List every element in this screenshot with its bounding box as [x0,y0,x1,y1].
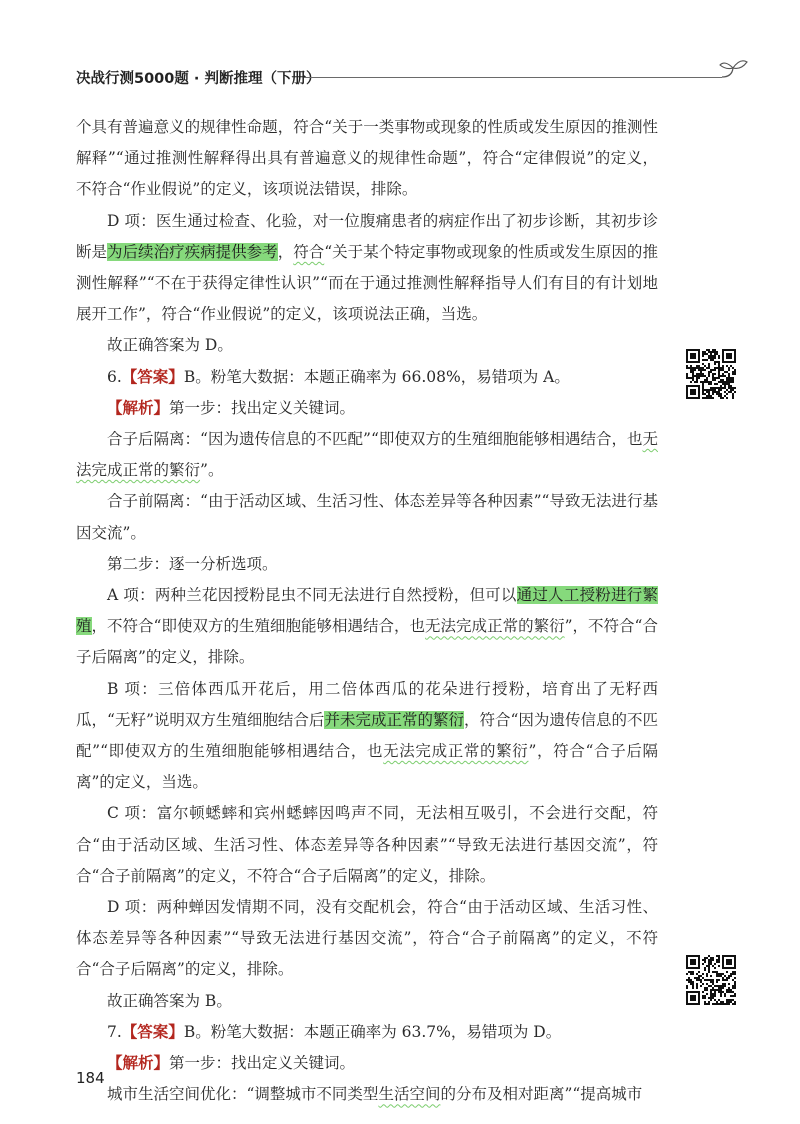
answer-summary: 故正确答案为 D。 [107,336,233,355]
page-number: 184 [76,1069,105,1087]
answer-summary: 故正确答案为 B。 [107,991,232,1010]
book-title: 决战行测5000题 · 判断推理（下册） [76,71,321,87]
question-6-answer: 6.【答案】B。粉笔大数据：本题正确率为 66.08%，易错项为 A。 [107,367,570,386]
paragraph-option-d-2: D 项：两种蝉因发情期不同，没有交配机会，符合“由于活动区域、生活习性、体态差异等各种因素”“导致无法进行基因交流”，符合“合子前隔离”的定义，不符合“合子后隔离”的定义，排除。 [76,898,658,979]
definition-urban-space: 城市生活空间优化：“调整城市不同类型生活空间的分布及相对距离”“提高城市 [107,1085,643,1104]
paragraph-option-b: B 项：三倍体西瓜开花后，用二倍体西瓜的花朵进行授粉，培育出了无籽西瓜，“无籽”说明双方生殖细胞结合后并未完成正常的繁衍，符合“因为遗传信息的不匹配”“即使双方的生殖细胞能够相遇结合，也无法完成正常的繁衍”，符合“合子后隔离”的定义，当选。 [76,679,658,792]
answer-label: 【答案】 [121,1022,184,1041]
definition-post-zygotic: 合子后隔离：“因为遗传信息的不匹配”“即使双方的生殖细胞能够相遇结合，也无法完成正常的繁衍”。 [76,430,658,480]
underlined-text: 无法完成正常的繁衍 [383,742,529,761]
analysis-step-1: 【解析】第一步：找出定义关键词。 [107,398,356,417]
qr-code-icon[interactable] [686,955,736,1005]
underlined-text: 符合 [293,242,325,261]
analysis-label: 【解析】 [107,398,170,417]
qr-code-icon[interactable] [686,349,736,399]
highlighted-text: 为后续治疗疾病提供参考 [107,242,278,261]
sprout-icon [716,56,750,84]
definition-pre-zygotic: 合子前隔离：“由于活动区域、生活习性、体态差异等各种因素”“导致无法进行基因交流”。 [76,492,658,542]
running-header [76,66,756,90]
question-7-answer: 7.【答案】B。粉笔大数据：本题正确率为 63.7%，易错项为 D。 [107,1022,562,1041]
answer-label: 【答案】 [121,367,184,386]
paragraph: 个具有普遍意义的规律性命题，符合“关于一类事物或现象的性质或发生原因的推测性解释”“通过推测性解释得出具有普遍意义的规律性命题”，符合“定律假说”的定义，不符合“作业假说”的定义，该项说法错误，排除。 [76,118,658,199]
underlined-text: 无法完成正常的繁衍 [425,617,565,636]
paragraph-option-a: A 项：两种兰花因授粉昆虫不同无法进行自然授粉，但可以通过人工授粉进行繁殖，不符合“即使双方的生殖细胞能够相遇结合，也无法完成正常的繁衍”，不符合“合子后隔离”的定义，排除。 [76,586,658,667]
paragraph-option-c: C 项：富尔顿蟋蟀和宾州蟋蟀因鸣声不同，无法相互吸引，不会进行交配，符合“由于活动区域、生活习性、体态差异等各种因素”“导致无法进行基因交流”，符合“合子前隔离”的定义，不符合“合子后隔离”的定义，排除。 [76,804,658,885]
paragraph-option-d: D 项：医生通过检查、化验，对一位腹痛患者的病症作出了初步诊断，其初步诊断是为后续治疗疾病提供参考，符合“关于某个特定事物或现象的性质或发生原因的推测性解释”“不在于获得定律性认识”“而在于通过推测性解释指导人们有目的有计划地展开工作”，符合“作业假说”的定义，该项说法正确，当选。 [76,211,658,324]
header-rule [304,77,722,78]
analysis-step-1: 【解析】第一步：找出定义关键词。 [107,1054,356,1073]
highlighted-text: 通过人工授粉进行繁殖 [76,586,658,636]
underlined-text: 无法完成正常的繁衍 [76,430,658,480]
analysis-step-2: 第二步：逐一分析选项。 [107,554,278,573]
analysis-label: 【解析】 [107,1054,170,1073]
underlined-text: 生活空间 [378,1085,441,1104]
page-body [76,112,658,1111]
highlighted-text: 并未完成正常的繁衍 [324,710,464,729]
